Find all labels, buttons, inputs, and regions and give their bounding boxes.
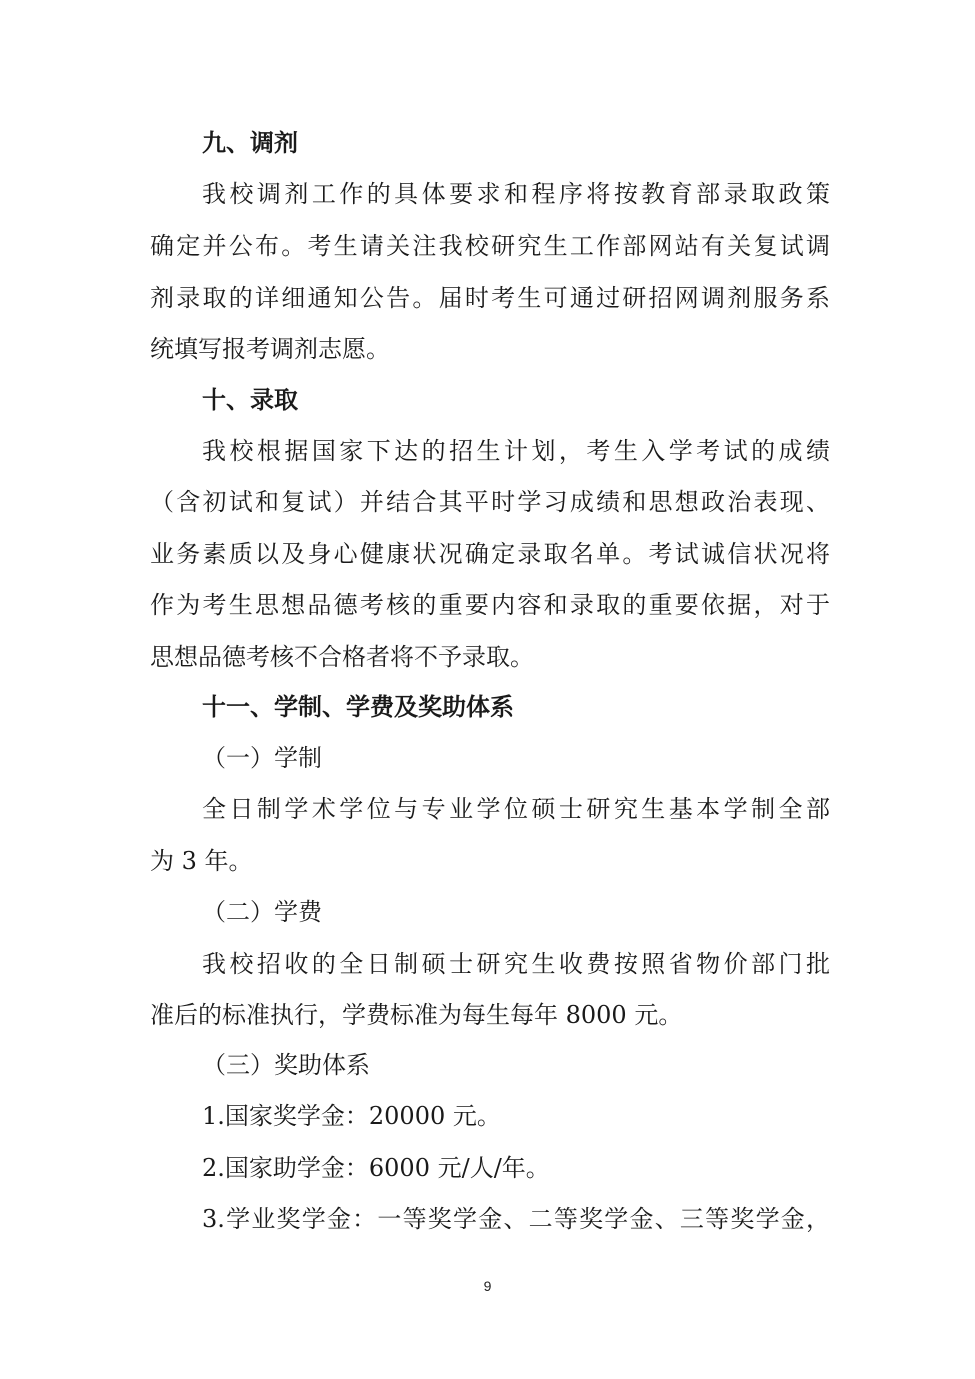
subsection-2-line-1: 我校招收的全日制硕士研究生收费按照省物价部门批: [202, 950, 830, 978]
section-10-line-4: 作为考生思想品德考核的重要内容和录取的重要依据，对于: [150, 591, 830, 619]
list-item-3: 3.学业奖学金：一等奖学金、二等奖学金、三等奖学金，: [202, 1205, 830, 1233]
subsection-3-title: （三）奖助体系: [202, 1051, 370, 1079]
section-9-line-1: 我校调剂工作的具体要求和程序将按教育部录取政策: [202, 180, 830, 208]
section-10-line-2: （含初试和复试）并结合其平时学习成绩和思想政治表现、: [150, 488, 830, 516]
subsection-1-line-2: 为 3 年。: [150, 847, 253, 875]
section-9-line-3: 剂录取的详细通知公告。届时考生可通过研招网调剂服务系: [150, 284, 830, 312]
section-10-line-5: 思想品德考核不合格者将不予录取。: [150, 643, 534, 671]
section-9-heading: 九、调剂: [202, 129, 298, 157]
section-10-line-1: 我校根据国家下达的招生计划，考生入学考试的成绩: [202, 437, 830, 465]
list-item-1: 1.国家奖学金：20000 元。: [202, 1102, 501, 1130]
subsection-2-title: （二）学费: [202, 898, 322, 926]
section-10-heading: 十、录取: [202, 386, 298, 414]
section-9-line-2: 确定并公布。考生请关注我校研究生工作部网站有关复试调: [150, 232, 830, 260]
section-10-line-3: 业务素质以及身心健康状况确定录取名单。考试诚信状况将: [150, 540, 830, 568]
subsection-1-line-1: 全日制学术学位与专业学位硕士研究生基本学制全部: [202, 795, 830, 823]
section-11-heading: 十一、学制、学费及奖助体系: [202, 693, 514, 721]
subsection-2-line-2: 准后的标准执行，学费标准为每生每年 8000 元。: [150, 1001, 683, 1029]
list-item-2: 2.国家助学金：6000 元/人/年。: [202, 1154, 550, 1182]
subsection-1-title: （一）学制: [202, 744, 322, 772]
page-number: 9: [483, 1278, 492, 1294]
section-9-line-4: 统填写报考调剂志愿。: [150, 335, 390, 363]
